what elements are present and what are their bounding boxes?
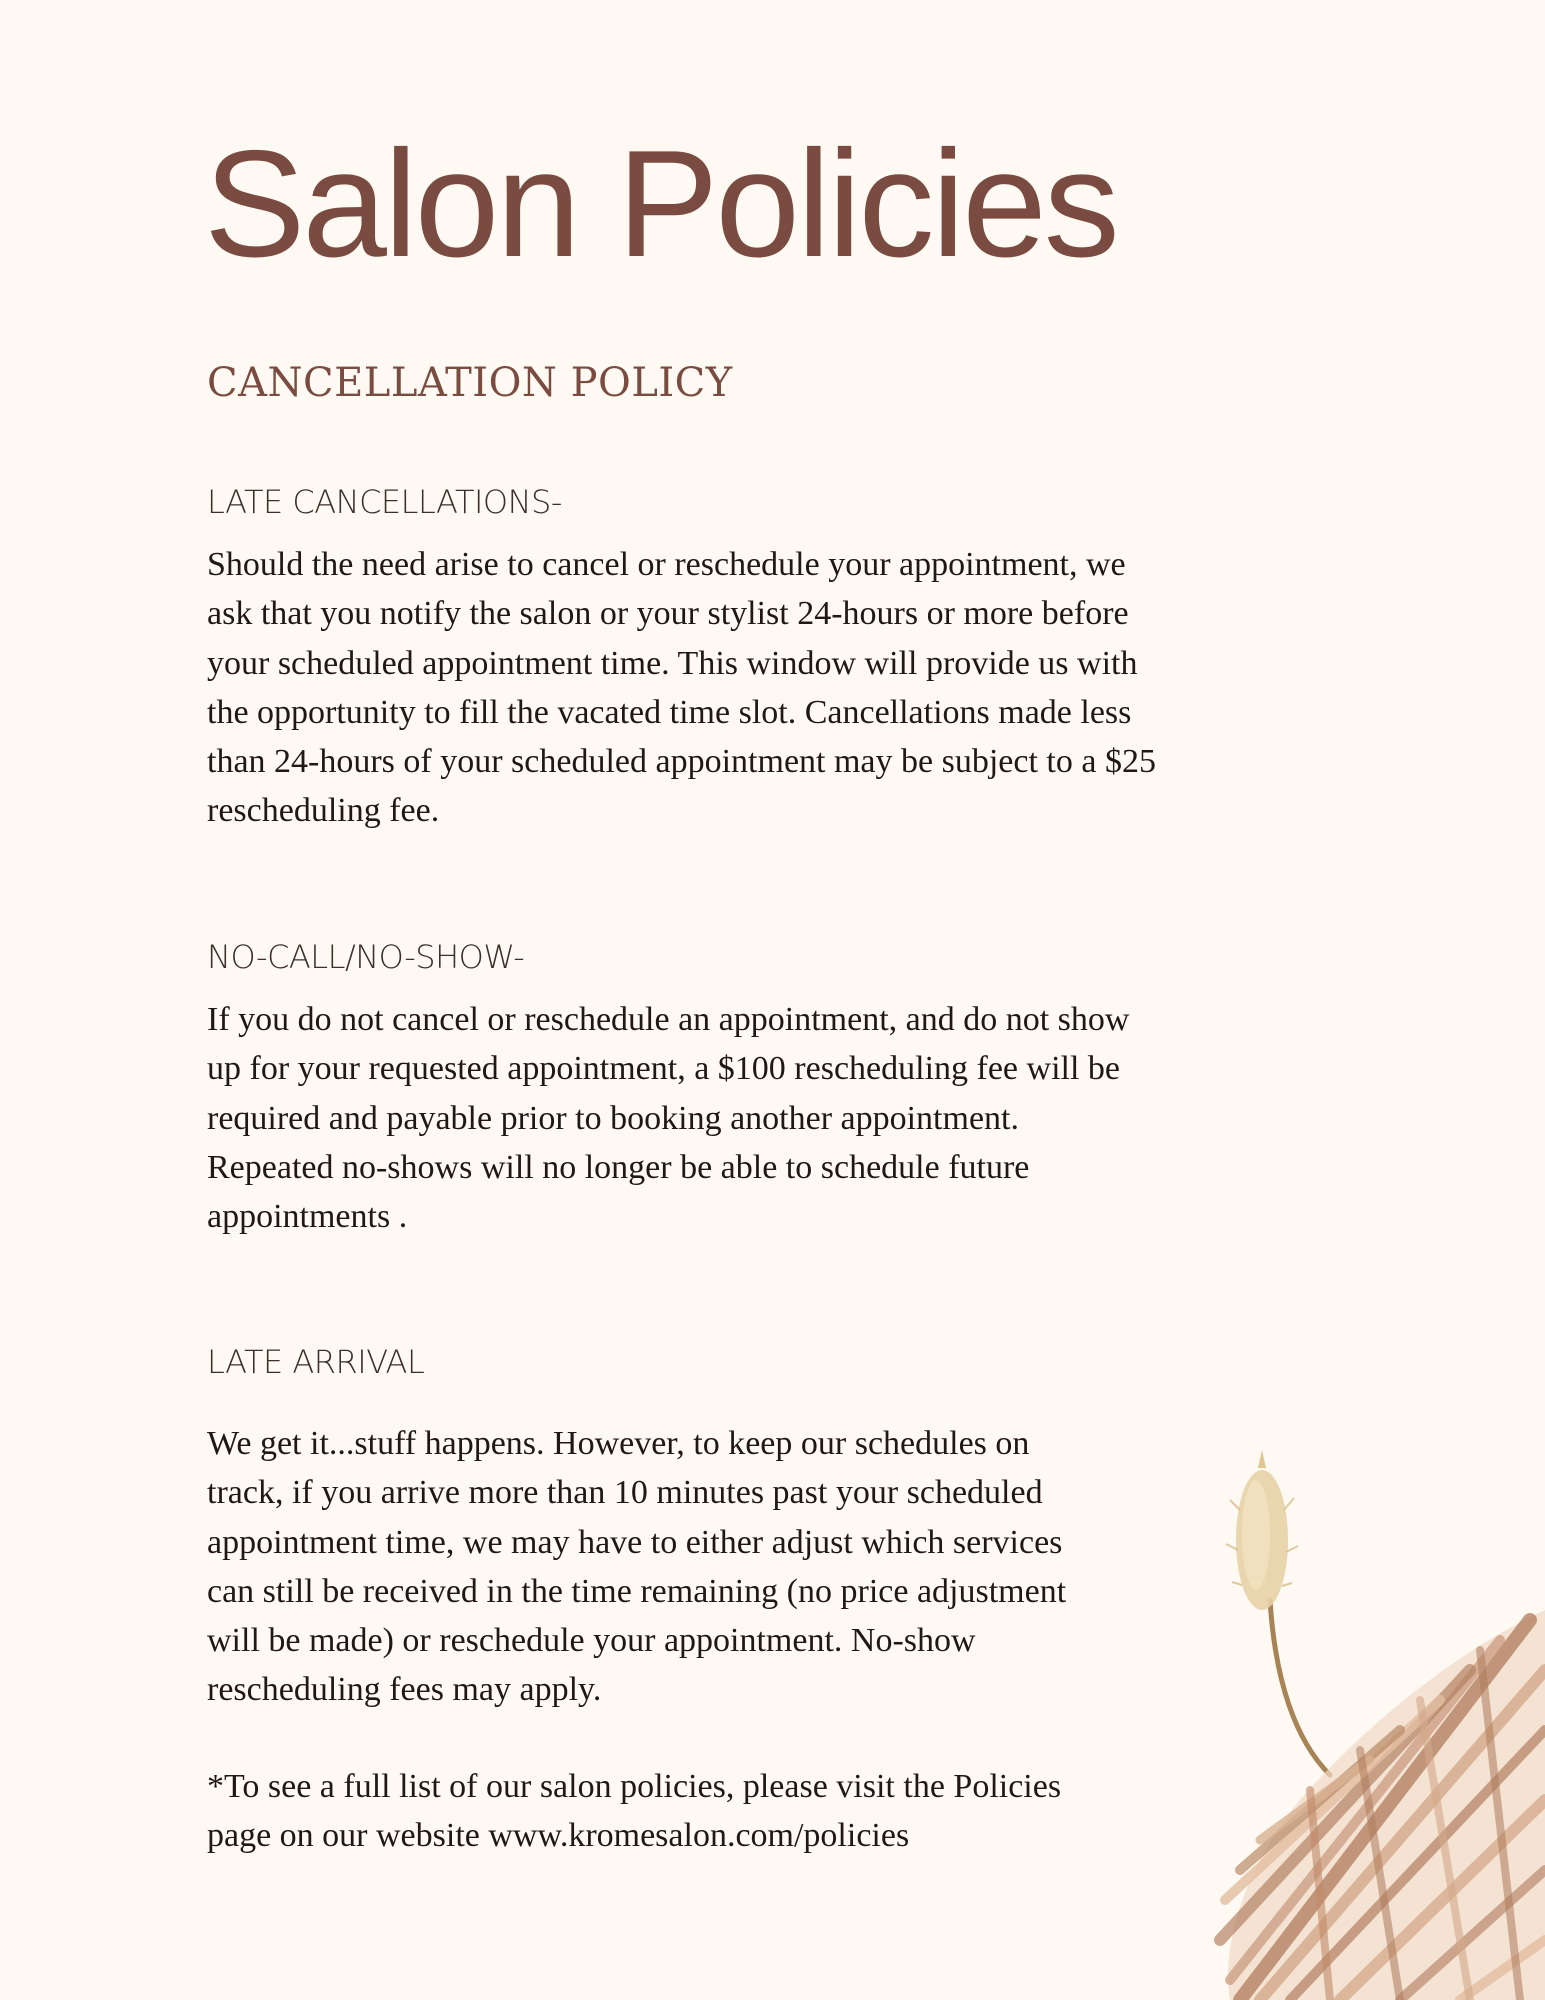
palm-fan bbox=[1220, 1610, 1545, 2000]
text-line: If you do not cancel or reschedule an appointment, and do not show bbox=[207, 1001, 1130, 1038]
text-line: can still be received in the time remaining (no price adjustment bbox=[207, 1572, 1067, 1610]
late-cancellations-text bbox=[207, 540, 1156, 836]
text-line: Should the need arise to cancel or reschedule your appointment, we bbox=[207, 546, 1126, 583]
text-line: rescheduling fees may apply. bbox=[207, 1671, 602, 1709]
page-title: Salon Policies bbox=[204, 119, 1117, 289]
text-line: will be made) or reschedule your appointment. No-show bbox=[207, 1622, 976, 1660]
footer-note bbox=[207, 1762, 1061, 1861]
text-line: page on our website www.kromesalon.com/policies bbox=[207, 1817, 910, 1855]
text-line: than 24-hours of your scheduled appointment may be subject to a $25 bbox=[207, 743, 1156, 781]
text-line: appointments . bbox=[207, 1198, 408, 1236]
text-line: Repeated no-shows will no longer be able to schedule future bbox=[207, 1148, 1030, 1186]
text-line: required and payable prior to booking another appointment. bbox=[207, 1099, 1019, 1137]
no-call-no-show-heading: NO-CALL/NO-SHOW- bbox=[207, 938, 525, 976]
late-cancellations-heading: LATE CANCELLATIONS- bbox=[207, 483, 562, 521]
text-line: *To see a full list of our salon policies, please visit the Policies bbox=[207, 1768, 1062, 1805]
dried-palm-leaf-icon bbox=[1200, 1440, 1545, 2000]
text-line: ask that you notify the salon or your stylist 24-hours or more before bbox=[207, 595, 1129, 633]
text-line: the opportunity to fill the vacated time slot. Cancellations made less bbox=[207, 693, 1132, 731]
late-arrival-heading: LATE ARRIVAL bbox=[207, 1343, 425, 1381]
text-line: your scheduled appointment time. This window will provide us with bbox=[207, 644, 1138, 682]
no-call-no-show-text bbox=[207, 995, 1129, 1241]
text-line: track, if you arrive more than 10 minutes past your scheduled bbox=[207, 1474, 1043, 1512]
text-line: up for your requested appointment, a $100 rescheduling fee will be bbox=[207, 1050, 1121, 1088]
text-line: rescheduling fee. bbox=[207, 792, 440, 830]
cancellation-policy-heading: CANCELLATION POLICY bbox=[207, 360, 733, 406]
text-line: We get it...stuff happens. However, to keep our schedules on bbox=[207, 1425, 1030, 1462]
late-arrival-text bbox=[207, 1419, 1066, 1715]
text-line: appointment time, we may have to either adjust which services bbox=[207, 1523, 1063, 1561]
